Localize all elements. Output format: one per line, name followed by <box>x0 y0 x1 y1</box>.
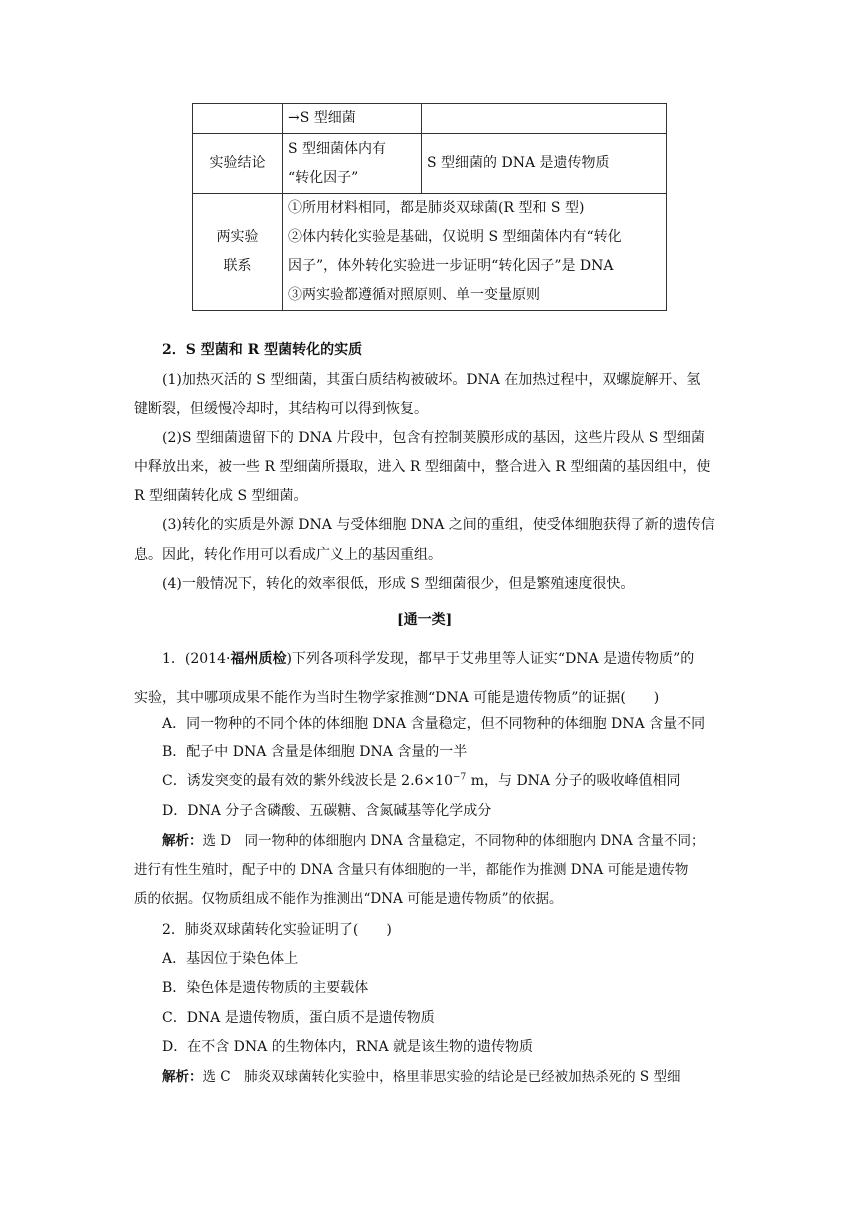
exponent: −7 <box>452 772 467 783</box>
option-d: D．在不含 DNA 的生物体内，RNA 就是该生物的遗传物质 <box>162 1039 534 1055</box>
cell-line: 两实验 <box>216 229 259 245</box>
answer-text: 选 D 同一物种的体细胞内 DNA 含量稳定，不同物种的体细胞内 DNA 含量不同； <box>202 833 705 849</box>
answer-text: 选 C 肺炎双球菌转化实验中，格里菲思实验的结论是已经被加热杀死的 S 型细 <box>202 1069 681 1085</box>
answer-2 <box>162 1067 680 1087</box>
row-header-relation <box>193 194 283 311</box>
option-c-text: C．诱发突变的最有效的紫外线波长是 2.6×10 <box>162 773 453 789</box>
table-cell: →S 型细菌 <box>283 104 422 134</box>
table-cell <box>283 134 422 194</box>
option-b: B．配子中 DNA 含量是体细胞 DNA 含量的一半 <box>162 744 468 760</box>
section-label-tong: [通一类] <box>397 612 453 628</box>
paragraph-line: 键断裂，但缓慢冷却时，其结构可以得到恢复。 <box>134 401 428 417</box>
cell-line: 因子”，体外转化实验进一步证明“转化因子”是 DNA <box>288 258 614 274</box>
question-1-stem-cont: 实验，其中哪项成果不能作为当时生物学家推测“DNA 可能是遗传物质”的证据( ) <box>134 690 660 706</box>
option-c-text-tail: m，与 DNA 分子的吸收峰值相同 <box>466 773 681 789</box>
table-cell <box>422 104 667 134</box>
table-row <box>193 134 667 194</box>
paragraph-line: 中释放出来，被一些 R 型细菌所摄取，进入 R 型细菌中，整合进入 R 型细菌的基因组中，使 <box>134 459 711 475</box>
table-cell <box>283 194 667 311</box>
answer-1-line: 质的依据。仅物质组成不能作为推测出“DNA 可能是遗传物质”的依据。 <box>134 891 563 907</box>
question-number: 1．(2014· <box>162 651 231 667</box>
cell-line: ②体内转化实验是基础，仅说明 S 型细菌体内有“转化 <box>288 229 622 245</box>
question-source: 福州质检 <box>230 651 287 667</box>
cell-line: S 型细菌体内有 <box>288 140 387 157</box>
section-heading: 2．S 型菌和 R 型菌转化的实质 <box>162 342 363 358</box>
paragraph-line: (3)转化的实质是外源 DNA 与受体细胞 DNA 之间的重组，使受体细胞获得了新的遗传信 <box>162 517 715 533</box>
option-c <box>162 771 680 791</box>
answer-1-line: 进行有性生殖时，配子中的 DNA 含量只有体细胞的一半，都能作为推测 DNA 可能是遗传物 <box>134 862 689 878</box>
option-d: D．DNA 分子含磷酸、五碳糖、含氮碱基等化学成分 <box>162 803 492 819</box>
cell-line: ③两实验都遵循对照原则、单一变量原则 <box>288 287 540 303</box>
paragraph-line: (4)一般情况下，转化的效率很低，形成 S 型细菌很少，但是繁殖速度很快。 <box>162 576 635 592</box>
paragraph-line: R 型细菌转化成 S 型细菌。 <box>134 488 308 504</box>
row-header-conclusion: 实验结论 <box>193 134 283 194</box>
cell-line: “转化因子” <box>288 169 359 186</box>
option-c: C．DNA 是遗传物质，蛋白质不是遗传物质 <box>162 1010 435 1026</box>
answer-1 <box>162 831 705 851</box>
option-a: A．同一物种的不同个体的体细胞 DNA 含量稳定，但不同物种的体细胞 DNA 含量不同 <box>162 716 706 732</box>
question-1-stem <box>162 649 694 669</box>
table-cell <box>193 104 283 134</box>
table-row <box>193 194 667 311</box>
question-2-stem: 2．肺炎双球菌转化实验证明了( ) <box>162 922 392 938</box>
option-a: A．基因位于染色体上 <box>162 951 299 967</box>
table-cell: S 型细菌的 DNA 是遗传物质 <box>422 134 667 194</box>
cell-line: ①所用材料相同，都是肺炎双球菌(R 型和 S 型) <box>288 200 585 216</box>
table-row <box>193 104 667 134</box>
question-text: )下列各项科学发现，都早于艾弗里等人证实“DNA 是遗传物质”的 <box>286 651 695 667</box>
comparison-table <box>192 103 667 311</box>
paragraph-line: 息。因此，转化作用可以看成广义上的基因重组。 <box>134 547 442 563</box>
answer-label: 解析： <box>162 1069 203 1085</box>
paragraph-line: (2)S 型细菌遗留下的 DNA 片段中，包含有控制荚膜形成的基因，这些片段从 S 型细菌 <box>162 430 705 446</box>
answer-label: 解析： <box>162 833 203 849</box>
cell-line: 联系 <box>223 258 252 274</box>
option-b: B．染色体是遗传物质的主要载体 <box>162 980 369 996</box>
paragraph-line: (1)加热灭活的 S 型细菌，其蛋白质结构被破坏。DNA 在加热过程中，双螺旋解开、氢 <box>162 372 701 388</box>
